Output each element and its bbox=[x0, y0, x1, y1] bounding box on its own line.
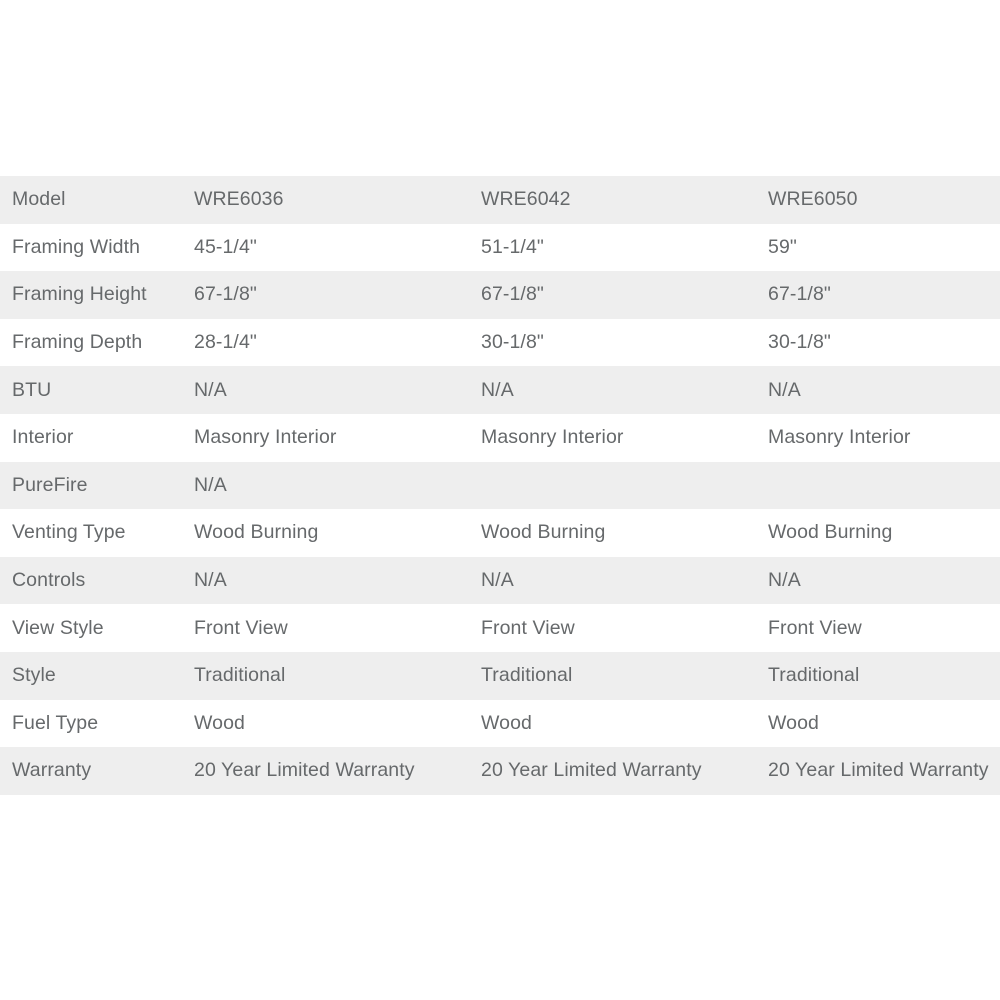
row-value-3: N/A bbox=[768, 569, 801, 592]
table-row bbox=[0, 366, 1000, 414]
specifications-table bbox=[0, 176, 1000, 795]
table-row bbox=[0, 700, 1000, 748]
row-label: View Style bbox=[12, 616, 104, 639]
row-value-3: 30-1/8" bbox=[768, 331, 831, 354]
row-value-1: Traditional bbox=[194, 664, 286, 687]
row-value-3: Front View bbox=[768, 616, 862, 639]
row-label: Framing Width bbox=[12, 235, 141, 258]
row-label: Interior bbox=[12, 426, 74, 449]
row-value-3: N/A bbox=[768, 378, 801, 401]
row-value-1: 20 Year Limited Warranty bbox=[194, 759, 415, 782]
table-row bbox=[0, 604, 1000, 652]
row-value-2: Wood Burning bbox=[481, 521, 606, 544]
table-row bbox=[0, 224, 1000, 272]
row-value-2: 20 Year Limited Warranty bbox=[481, 759, 702, 782]
table-body bbox=[0, 176, 1000, 795]
row-value-1: Wood bbox=[194, 711, 245, 734]
row-value-3: Masonry Interior bbox=[768, 426, 911, 449]
row-label: BTU bbox=[12, 378, 52, 401]
row-value-2: 67-1/8" bbox=[481, 283, 544, 306]
row-value-3: 20 Year Limited Warranty bbox=[768, 759, 989, 782]
table-row bbox=[0, 462, 1000, 510]
table-row bbox=[0, 652, 1000, 700]
row-label: Controls bbox=[12, 569, 86, 592]
row-label: Framing Height bbox=[12, 283, 147, 306]
row-value-1: Wood Burning bbox=[194, 521, 319, 544]
row-value-1: WRE6036 bbox=[194, 188, 284, 211]
specifications-table-container bbox=[0, 176, 1000, 795]
row-value-2: N/A bbox=[481, 378, 514, 401]
row-value-1: N/A bbox=[194, 473, 227, 496]
row-value-1: Front View bbox=[194, 616, 288, 639]
table-row bbox=[0, 176, 1000, 224]
row-value-2: Masonry Interior bbox=[481, 426, 624, 449]
row-value-2: Traditional bbox=[481, 664, 573, 687]
row-label: Fuel Type bbox=[12, 711, 99, 734]
row-value-1: 67-1/8" bbox=[194, 283, 257, 306]
row-value-1: N/A bbox=[194, 378, 227, 401]
row-value-3: 67-1/8" bbox=[768, 283, 831, 306]
row-value-3: Wood Burning bbox=[768, 521, 893, 544]
row-label: PureFire bbox=[12, 473, 88, 496]
table-row bbox=[0, 509, 1000, 557]
row-value-2: WRE6042 bbox=[481, 188, 571, 211]
row-label: Model bbox=[12, 188, 66, 211]
row-value-1: N/A bbox=[194, 569, 227, 592]
row-value-2: 51-1/4" bbox=[481, 235, 544, 258]
row-value-2: Wood bbox=[481, 711, 532, 734]
row-value-3: Traditional bbox=[768, 664, 860, 687]
row-value-3: WRE6050 bbox=[768, 188, 858, 211]
row-value-3: Wood bbox=[768, 711, 819, 734]
row-label: Warranty bbox=[12, 759, 92, 782]
row-value-2: Front View bbox=[481, 616, 575, 639]
row-label: Venting Type bbox=[12, 521, 126, 544]
row-value-2 bbox=[471, 462, 758, 510]
row-label: Framing Depth bbox=[12, 331, 143, 354]
table-row bbox=[0, 414, 1000, 462]
row-value-3: 59" bbox=[768, 235, 797, 258]
row-value-3 bbox=[758, 462, 1000, 510]
table-row bbox=[0, 319, 1000, 367]
row-value-1: 45-1/4" bbox=[194, 235, 257, 258]
row-value-1: Masonry Interior bbox=[194, 426, 337, 449]
table-row bbox=[0, 747, 1000, 795]
table-row bbox=[0, 271, 1000, 319]
row-value-1: 28-1/4" bbox=[194, 331, 257, 354]
table-row bbox=[0, 557, 1000, 605]
row-value-2: N/A bbox=[481, 569, 514, 592]
row-label: Style bbox=[12, 664, 56, 687]
row-value-2: 30-1/8" bbox=[481, 331, 544, 354]
